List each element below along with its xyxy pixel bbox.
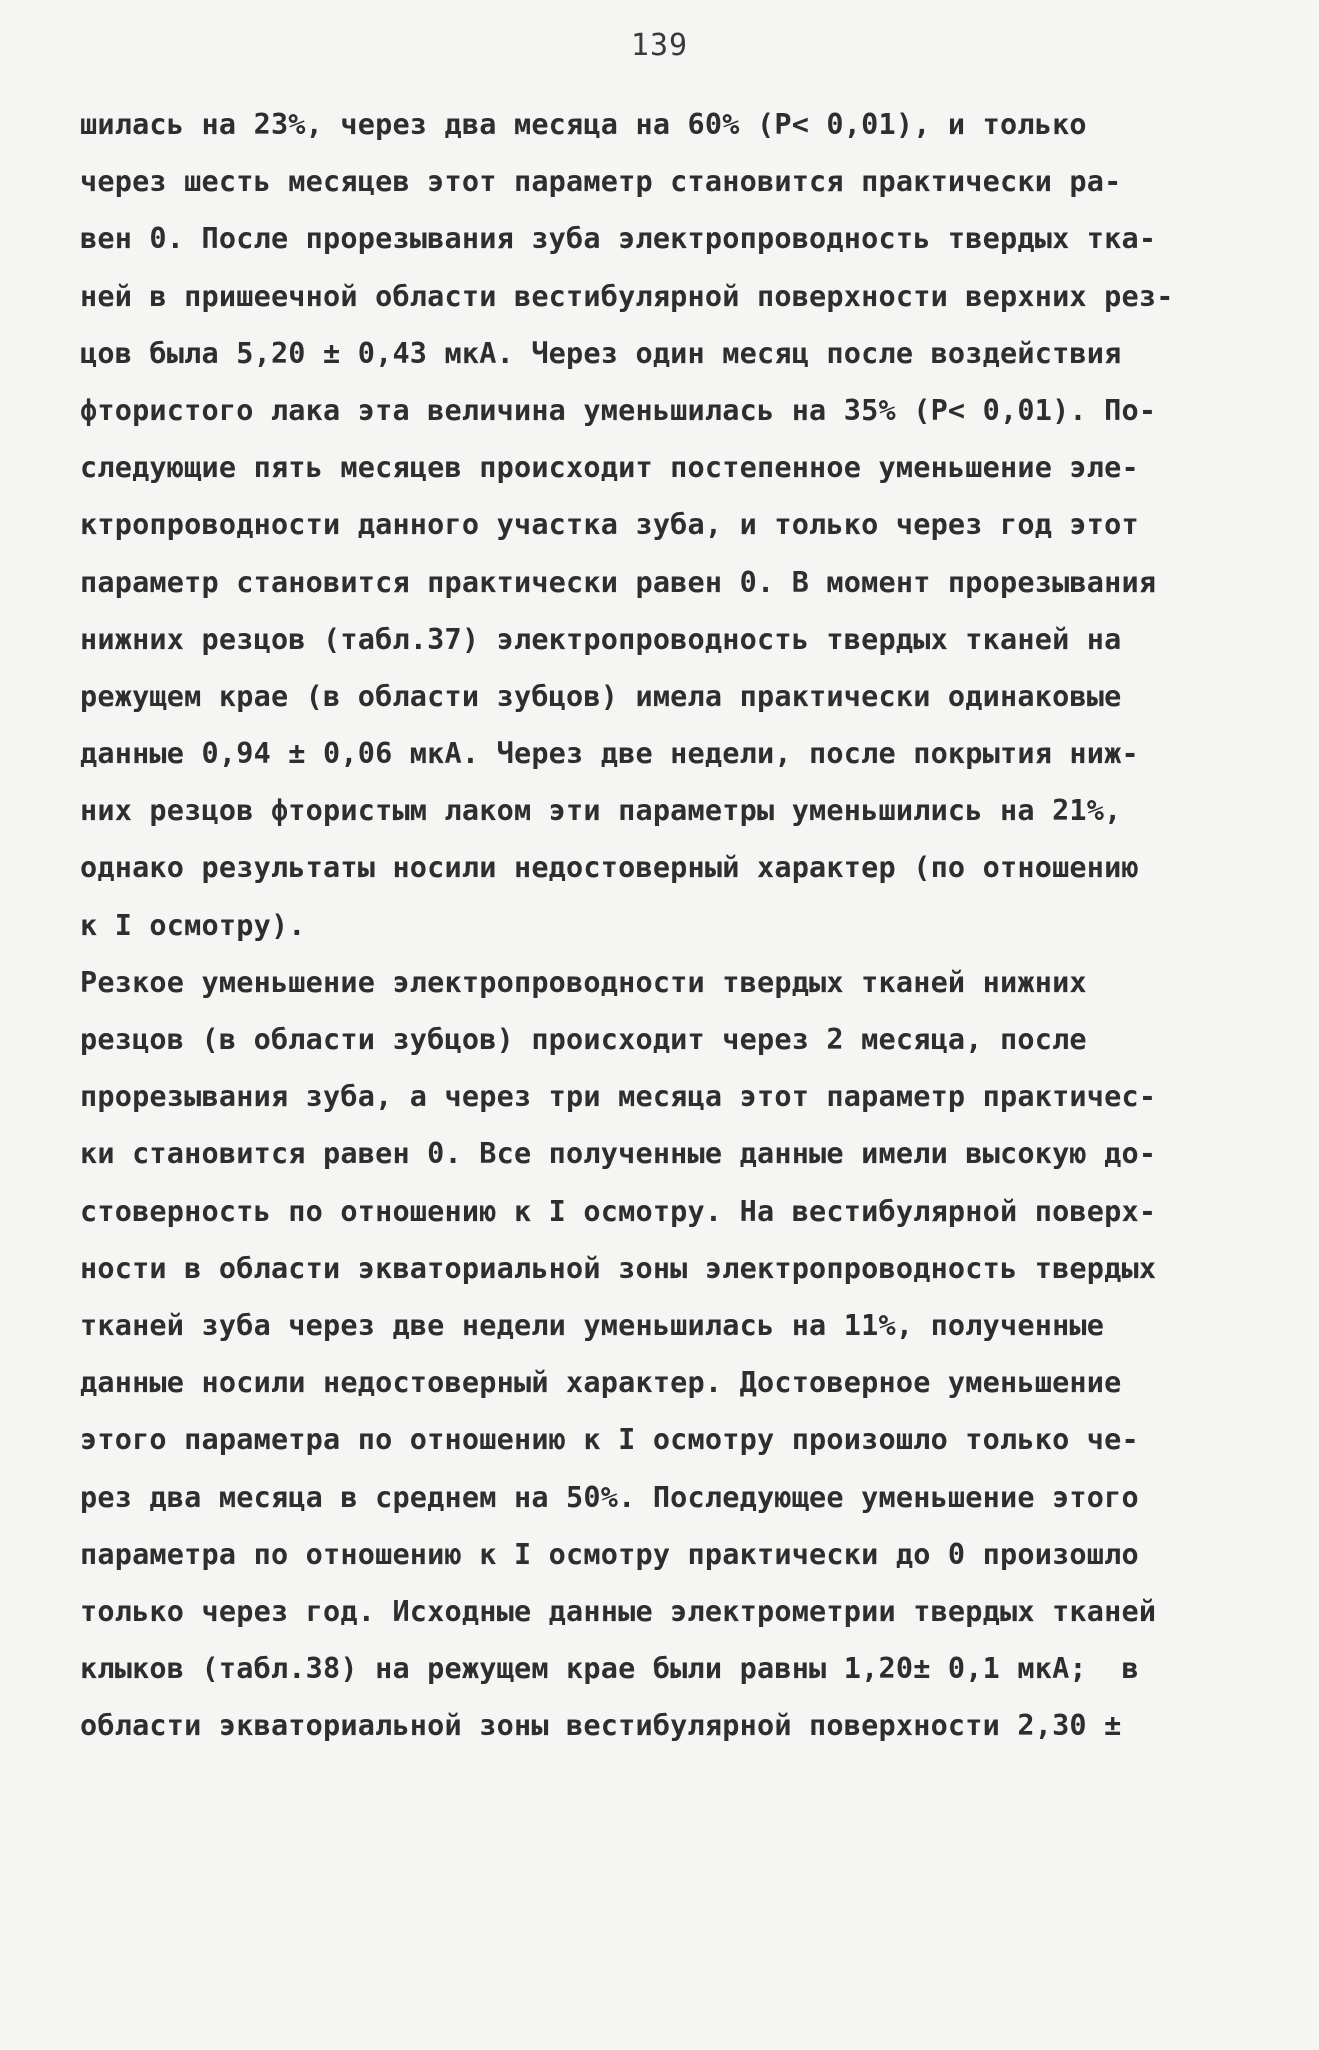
text-line: цов была 5,20 ± 0,43 мкА. Через один месяц после воздействия bbox=[80, 336, 1122, 370]
page-number: 139 bbox=[630, 28, 689, 63]
text-line: ней в пришеечной области вестибулярной поверхности верхних рез- bbox=[80, 279, 1174, 313]
text-line: ки становится равен 0. Все полученные данные имели высокую до- bbox=[80, 1137, 1157, 1171]
text-line: них резцов фтористым лаком эти параметры уменьшились на 21%, bbox=[80, 794, 1122, 828]
text-line: данные 0,94 ± 0,06 мкА. Через две недели, после покрытия ниж- bbox=[80, 737, 1139, 771]
body-text bbox=[80, 96, 1260, 1754]
text-line: рез два месяца в среднем на 50%. Последующее уменьшение этого bbox=[80, 1480, 1139, 1514]
text-line: ности в области экваториальной зоны электропроводность твердых bbox=[80, 1251, 1157, 1285]
text-line: тканей зуба через две недели уменьшилась на 11%, полученные bbox=[80, 1308, 1105, 1342]
text-line: шилась на 23%, через два месяца на 60% (P< 0,01), и только bbox=[80, 108, 1087, 141]
text-line: области экваториальной зоны вестибулярной поверхности 2,30 ± bbox=[80, 1709, 1122, 1743]
text-line: этого параметра по отношению к I осмотру произошло только че- bbox=[80, 1423, 1139, 1457]
text-line: прорезывания зуба, а через три месяца этот параметр практичес- bbox=[80, 1080, 1157, 1114]
text-line: параметра по отношению к I осмотру практически до 0 произошло bbox=[80, 1537, 1139, 1571]
text-line: Резкое уменьшение электропроводности твердых тканей нижних bbox=[80, 965, 1087, 999]
text-line: только через год. Исходные данные электрометрии твердых тканей bbox=[80, 1594, 1157, 1628]
text-line: нижних резцов (табл.37) электропроводность твердых тканей на bbox=[80, 622, 1122, 656]
text-line: через шесть месяцев этот параметр становится практически ра- bbox=[80, 165, 1122, 199]
text-line: вен 0. После прорезывания зуба электропроводность твердых тка- bbox=[80, 222, 1157, 256]
text-line: к I осмотру). bbox=[80, 908, 306, 942]
text-line: однако результаты носили недостоверный характер (по отношению bbox=[80, 851, 1139, 885]
text-line: клыков (табл.38) на режущем крае были равны 1,20± 0,1 мкА; в bbox=[80, 1652, 1139, 1686]
text-line: параметр становится практически равен 0. В момент прорезывания bbox=[80, 565, 1157, 599]
text-line: резцов (в области зубцов) происходит через 2 месяца, после bbox=[80, 1023, 1087, 1056]
text-line: следующие пять месяцев происходит постепенное уменьшение эле- bbox=[80, 451, 1139, 485]
text-line: данные носили недостоверный характер. Достоверное уменьшение bbox=[80, 1366, 1122, 1400]
text-line: ктропроводности данного участка зуба, и только через год этот bbox=[80, 508, 1139, 542]
text-line: фтористого лака эта величина уменьшилась на 35% (P< 0,01). По- bbox=[80, 393, 1157, 427]
text-line: режущем крае (в области зубцов) имела практически одинаковые bbox=[80, 679, 1122, 713]
text-line: стоверность по отношению к I осмотру. На вестибулярной поверх- bbox=[80, 1194, 1157, 1228]
